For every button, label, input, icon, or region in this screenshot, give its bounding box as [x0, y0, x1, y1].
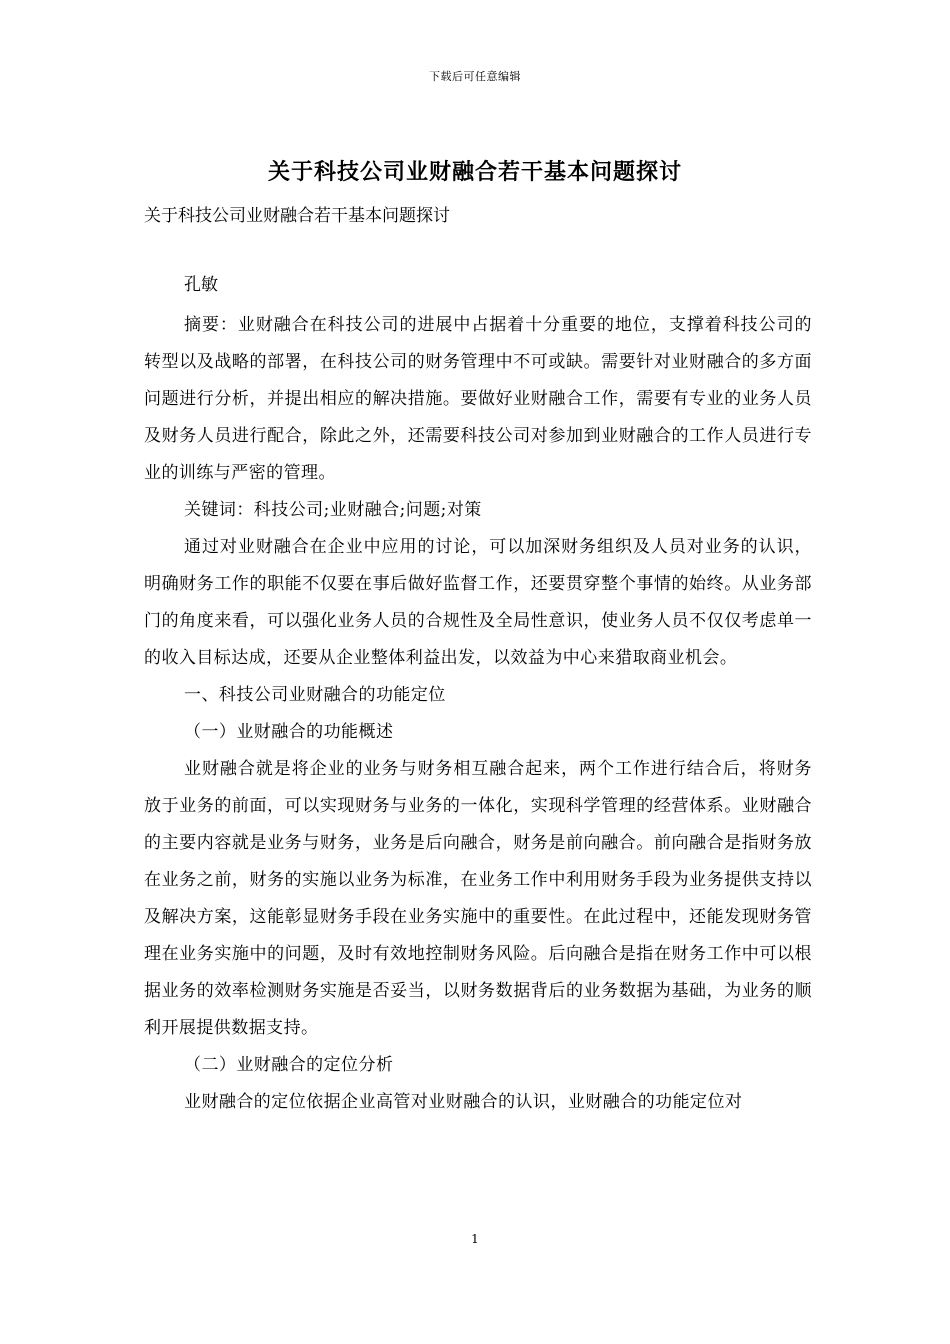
- positioning-paragraph: 业财融合的定位依据企业高管对业财融合的认识，业财融合的功能定位对: [184, 1092, 743, 1112]
- subsection-heading-2: （二）业财融合的定位分析: [184, 1055, 394, 1075]
- section-heading-1: 一、科技公司业财融合的功能定位: [184, 685, 446, 705]
- keywords-paragraph: 关键词：科技公司;业财融合;问题;对策: [184, 500, 482, 520]
- author-name: 孔敏: [184, 275, 218, 295]
- page-number: 1: [471, 1232, 479, 1246]
- document-title: 关于科技公司业财融合若干基本问题探讨: [267, 159, 682, 185]
- intro-paragraph: 通过对业财融合在企业中应用的讨论，可以加深财务组织及人员对业务的认识，明确财务工作的职能不仅要在事后做好监督工作，还要贯穿整个事情的始终。从业务部门的角度来看，可以强化业务人员的合规性及全局性意识，使业务人员不仅仅考虑单一的收入目标达成，还要从企业整体利益出发，以效益为中心来猎取商业机会。: [144, 537, 812, 668]
- subsection-heading-1: （一）业财融合的功能概述: [184, 722, 394, 742]
- abstract-paragraph: 摘要：业财融合在科技公司的进展中占据着十分重要的地位，支撑着科技公司的转型以及战略的部署，在科技公司的财务管理中不可或缺。需要针对业财融合的多方面问题进行分析，并提出相应的解决措施。要做好业财融合工作，需要有专业的业务人员及财务人员进行配合，除此之外，还需要科技公司对参加到业财融合的工作人员进行专业的训练与严密的管理。: [144, 315, 812, 483]
- function-overview-paragraph: 业财融合就是将企业的业务与财务相互融合起来，两个工作进行结合后，将财务放于业务的前面，可以实现财务与业务的一体化，实现科学管理的经营体系。业财融合的主要内容就是业务与财务，业务是后向融合，财务是前向融合。前向融合是指财务放在业务之前，财务的实施以业务为标准，在业务工作中利用财务手段为业务提供支持以及解决方案，这能彰显财务手段在业务实施中的重要性。在此过程中，还能发现财务管理在业务实施中的问题，及时有效地控制财务风险。后向融合是指在财务工作中可以根据业务的效率检测财务实施是否妥当，以财务数据背后的业务数据为基础，为业务的顺利开展提供数据支持。: [144, 759, 812, 1038]
- document-subtitle: 关于科技公司业财融合若干基本问题探讨: [144, 206, 450, 226]
- body-text: [144, 307, 812, 1121]
- header-note: 下载后可任意编辑: [429, 70, 521, 83]
